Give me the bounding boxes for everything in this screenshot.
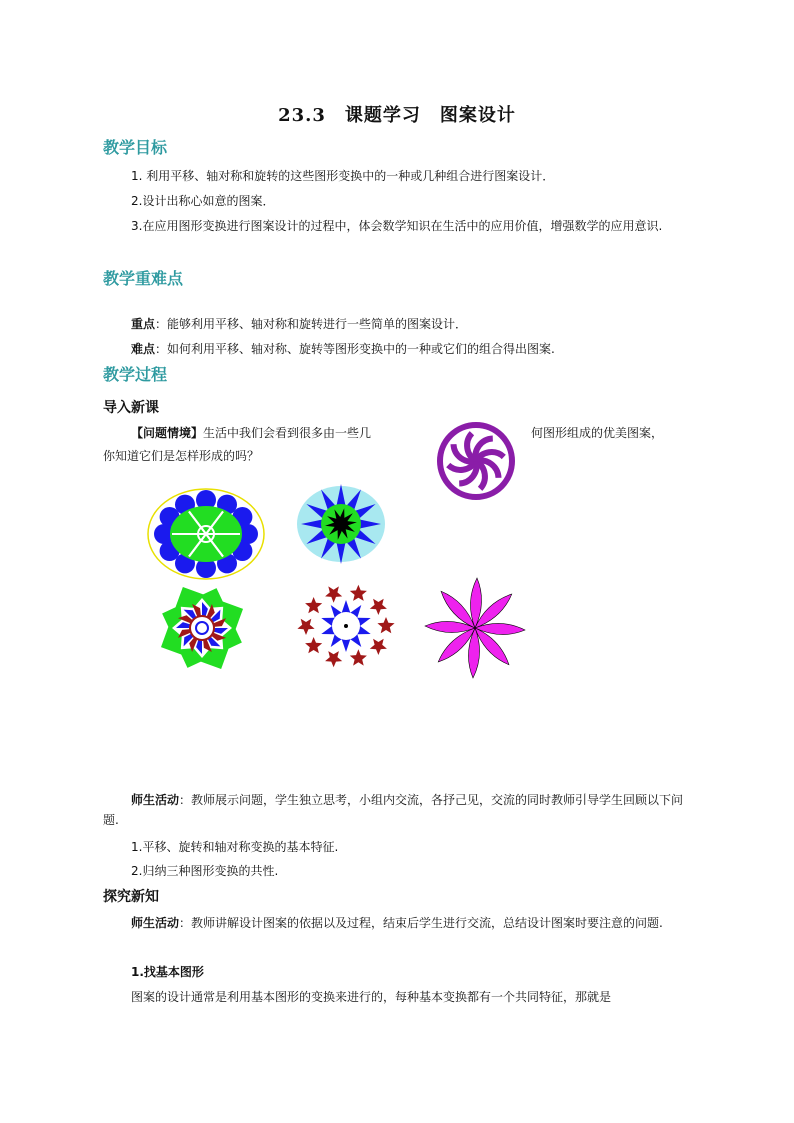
problem-text-a: 生活中我们会看到很多由一些几 bbox=[203, 426, 372, 440]
purple-swirl-figure bbox=[428, 420, 524, 502]
diff-label: 难点 bbox=[131, 342, 156, 356]
step1-text: 图案的设计通常是利用基本图形的变换来进行的，每种基本变换都有一个共同特征，那就是 bbox=[131, 990, 612, 1004]
step1-heading: 1.找基本图形 bbox=[131, 965, 204, 979]
goal-item-2: 2.设计出称心如意的图案． bbox=[131, 194, 275, 208]
key-heading: 教学重难点 bbox=[103, 269, 184, 288]
problem-text-b: 何图形组成的优美图案， bbox=[531, 426, 664, 440]
key-text: ：能够利用平移、轴对称和旋转进行一些简单的图案设计． bbox=[155, 317, 468, 331]
key-point bbox=[131, 314, 467, 334]
intro-heading: 导入新课 bbox=[103, 400, 159, 416]
problem-line-1 bbox=[131, 423, 371, 443]
blue-green-flower-figure bbox=[144, 484, 268, 584]
activity-text: ：教师展示问题，学生独立思考，小组内交流，各抒己见，交流的同时教师引导学生回顾以下问题. bbox=[103, 793, 684, 827]
activity2-text: ：教师讲解设计图案的依据以及过程，结束后学生进行交流，总结设计图案时要注意的问题. bbox=[179, 916, 663, 930]
activity-paragraph bbox=[103, 790, 695, 830]
activity2-paragraph bbox=[103, 913, 695, 933]
review-item-2: 2.归纳三种图形变换的共性. bbox=[131, 864, 279, 878]
square-rotation-figure bbox=[140, 582, 260, 674]
goals-heading: 教学目标 bbox=[103, 138, 168, 157]
problem-text-c: 你知道它们是怎样形成的吗？ bbox=[103, 449, 260, 463]
cyan-star-figure bbox=[294, 484, 388, 564]
difficulty-point bbox=[131, 339, 555, 359]
explore-heading: 探究新知 bbox=[103, 889, 159, 905]
problem-label: 【问题情境】 bbox=[131, 426, 204, 440]
diff-text: ：如何利用平移、轴对称、旋转等图形变换中的一种或它们的组合得出图案. bbox=[155, 342, 555, 356]
goal-item-1: 1. 利用平移、轴对称和旋转的这些图形变换中的一种或几种组合进行图案设计． bbox=[131, 169, 555, 183]
goal-item-3: 3.在应用图形变换进行图案设计的过程中，体会数学知识在生活中的应用价值，增强数学的应用意识. bbox=[131, 219, 663, 233]
key-label: 重点 bbox=[131, 317, 156, 331]
magenta-petal-figure bbox=[412, 576, 538, 682]
review-item-1: 1.平移、旋转和轴对称变换的基本特征. bbox=[131, 840, 339, 854]
activity-label: 师生活动 bbox=[131, 793, 180, 807]
star-ring-figure bbox=[294, 582, 398, 672]
page-title: 23.3 课题学习 图案设计 bbox=[278, 105, 516, 126]
activity2-label: 师生活动 bbox=[131, 916, 180, 930]
process-heading: 教学过程 bbox=[103, 365, 168, 384]
